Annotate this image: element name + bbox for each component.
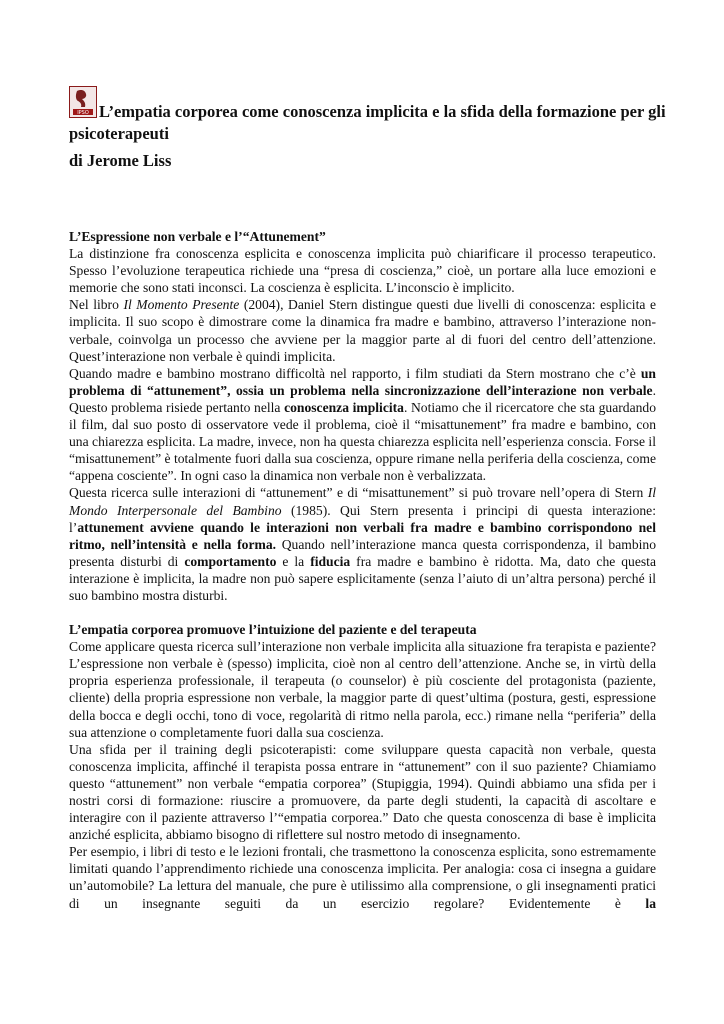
paragraph: La distinzione fra conoscenza esplicita e conoscenza implicita può chiarificare il processo terapeutico. Spesso l’evoluzione terapeutica richiede una “presa di coscienza,” cioè, un portare alla luce emozioni e memorie che sono stati inconsci. La coscienza è esplicita. L’inconscio è implicito. [69,246,656,296]
book-title: Il Mondo Interpersonale del Bambino [69,485,656,518]
bold-phrase: comportamento [184,553,277,569]
paragraph: Come applicare questa ricerca sull’interazione non verbale implicita alla situazione fra terapista e paziente? L’espressione non verbale è (spesso) implicita, cioè non al centro dell’attenzione. Anche se, in virtù della propria esperienza professionale, il terapeuta (o counselor) è più cosciente del protagonista (paziente, cliente) della propria espressione non verbale, la maggior parte di quest’ultima (postura, gesti, espressione della bocca e degli occhi, tono di voce, regolarità di ritmo nella parola, ecc.) rimane nella “periferia” della sua attenzione o completamente fuori dalla sua coscienza. [69,639,656,740]
title-text: L’empatia corporea come conoscenza implicita e la sfida della formazione per gli psicoterapeuti [69,102,666,143]
paragraph: Nel libro Il Momento Presente (2004), Daniel Stern distingue questi due livelli di conoscenza: esplicita e implicita. Il suo scopo è dimostrare come la dinamica fra madre e bambino, attraverso l’interazione non-verbale, coinvolga un processo che avviene per la maggior parte al di fuori del centro dell’attenzione. Quest’interazione non verbale è quindi implicita. [69,297,656,364]
bold-phrase: conoscenza implicita [284,399,404,415]
section-heading: L’empatia corporea promuove l’intuizione del paziente e del terapeuta [69,622,477,638]
paragraph: Quando madre e bambino mostrano difficoltà nel rapporto, i film studiati da Stern mostrano che c’è un problema di “attunement”, ossia un problema nella sincronizzazione dell’interazione non verbale. Questo problema risiede pertanto nella conoscenza implicita. Notiamo che il ricercatore che sta guardando il film, dal suo posto di osservatore vede il problema, cioè il “misattunement” fra madre e bambino, con una chiarezza esplicita. La madre, invece, non ha questa chiarezza esplicita nell’esperienza conscia. Forse il “misattunement” è totalmente fuori dalla sua coscienza, oppure rimane nella periferia della coscienza, come “appena cosciente”. In ogni caso la dinamica non verbale non è verbalizzata. [69,365,656,484]
bold-phrase: la [645,895,656,911]
section-spacer [69,604,656,621]
bold-phrase: un problema di “attunement”, ossia un problema nella sincronizzazione dell’interazione non verbale [69,365,656,398]
paragraph: Una sfida per il training degli psicoterapisti: come sviluppare questa capacità non verbale, questa conoscenza implicita, affinché il terapista possa entrare in “attunement” con il suo paziente? Chiamiamo questo “attunement” non verbale “empatia corporea” (Stupiggia, 1994). Quindi abbiamo una sfida per i nostri corsi di formazione: riuscire a promuovere, da parte degli studenti, la capacità di ascoltare e interagire con il paziente attraverso l’“empatia corporea.” Dato che questa conoscenza di base è implicita anziché esplicita, abbiamo bisogno di riflettere sul nostro metodo di insegnamento. [69,741,656,843]
document-body [69,228,656,912]
paragraph: Per esempio, i libri di testo e le lezioni frontali, che trasmettono la conoscenza esplicita, sono estremamente limitati quando l’apprendimento richiede una conoscenza implicita. Per analogia: cosa ci insegna a guidare un’automobile? La lettura del manuale, che pure è utilissimo alla comprensione, o gli insegnamenti pratici di un insegnante seguiti da un esercizio regolare? Evidentemente è la [69,844,656,911]
bold-phrase: fiducia [310,553,351,569]
document-title [69,101,669,145]
section-heading: L’Espressione non verbale e l’“Attunement” [69,229,326,244]
paragraph: Questa ricerca sulle interazioni di “attunement” e di “misattunement” si può trovare nell’opera di Stern Il Mondo Interpersonale del Bambino (1985). Qui Stern presenta i principi di questa interazione: l’attunement avviene quando le interazioni non verbali fra madre e bambino corrispondono nel ritmo, nell’intensità e nella forma. Quando nell’interazione manca questa corrispondenza, il bambino presenta disturbi di comportamento e la fiducia fra madre e bambino è ridotta. Ma, dato che questa interazione è implicita, la madre non può sapere esplicitamente (senza l’aiuto di un’altra persona) perché il suo bambino mostra disturbi. [69,485,656,603]
bold-phrase: attunement avviene quando le interazioni non verbali fra madre e bambino corrispondono nel ritmo, nell’intensità e nella forma. [69,519,656,552]
author-line: di Jerome Liss [69,151,172,170]
ipso-logo-text: IPSO [77,110,89,116]
book-title: Il Momento Presente [123,297,240,313]
